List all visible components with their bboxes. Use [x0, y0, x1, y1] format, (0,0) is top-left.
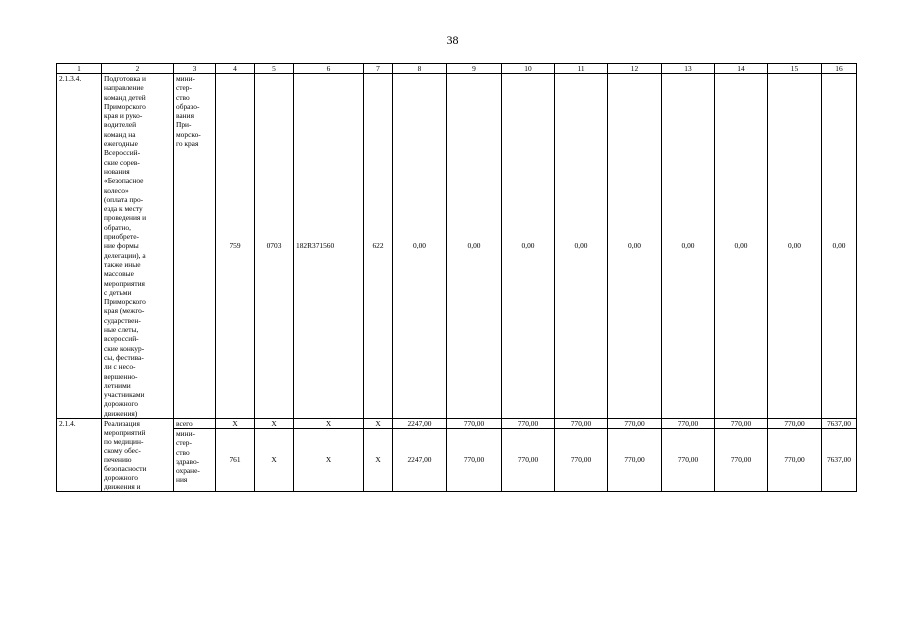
budget-table: [56, 63, 857, 492]
amount: 770,00: [555, 418, 608, 428]
amount: 0,00: [715, 74, 768, 419]
amount: 0,00: [768, 74, 822, 419]
column-number: 10: [502, 64, 555, 74]
row-code: 2.1.3.4.: [57, 74, 102, 419]
amount-total: 7637,00: [822, 428, 857, 491]
amount: 2247,00: [393, 418, 447, 428]
amount: 770,00: [715, 418, 768, 428]
amount: 0,00: [447, 74, 502, 419]
rzpr-code: X: [255, 428, 294, 491]
amount: 770,00: [662, 428, 715, 491]
rzpr-code: 0703: [255, 74, 294, 419]
column-number: 7: [364, 64, 393, 74]
table-row-2-1-4-total: [57, 418, 857, 428]
executor: мини- стер- ство образо- вания При- морско- го края: [174, 74, 216, 419]
grbs-code: X: [216, 418, 255, 428]
amount: 770,00: [608, 418, 662, 428]
amount: 770,00: [608, 428, 662, 491]
vr-code: X: [364, 418, 393, 428]
amount-total: 7637,00: [822, 418, 857, 428]
column-number: 6: [294, 64, 364, 74]
column-number: 1: [57, 64, 102, 74]
column-number: 9: [447, 64, 502, 74]
grbs-code: 759: [216, 74, 255, 419]
amount-total: 0,00: [822, 74, 857, 419]
page-number: 38: [446, 33, 459, 47]
vr-code: X: [364, 428, 393, 491]
grbs-code: 761: [216, 428, 255, 491]
csr-code: 182R371560: [294, 74, 364, 419]
column-number: 5: [255, 64, 294, 74]
column-number: 3: [174, 64, 216, 74]
column-number: 12: [608, 64, 662, 74]
executor: мини- стер- ство здраво- охране- ния: [174, 428, 216, 491]
amount: 770,00: [662, 418, 715, 428]
table-row-2-1-3-4: [57, 74, 857, 419]
amount: 0,00: [502, 74, 555, 419]
column-number: 13: [662, 64, 715, 74]
amount: 0,00: [608, 74, 662, 419]
rzpr-code: X: [255, 418, 294, 428]
column-number: 11: [555, 64, 608, 74]
table-row-2-1-4-ministry: [57, 428, 857, 491]
amount: 770,00: [502, 428, 555, 491]
amount: 770,00: [447, 418, 502, 428]
vr-code: 622: [364, 74, 393, 419]
amount: 770,00: [715, 428, 768, 491]
event-name: Подготовка и направление команд детей Приморского края и руко- водителей команд на ежегодные Всероссий- ские сорев- нования «Безопасное колесо» (оплата про- езда к месту проведения и обратно, приобрете- ние формы делегации), а также иные массовые мероприятия с детьми Приморского края (межго- сударствен- ные слеты, всероссий- ские конкур- сы, фестива- ли с несо- вершенно- летними участниками дорожного движения): [102, 74, 174, 419]
amount: 0,00: [662, 74, 715, 419]
amount: 0,00: [555, 74, 608, 419]
row-code: 2.1.4.: [57, 418, 102, 491]
column-number: 4: [216, 64, 255, 74]
column-number-row: [57, 64, 857, 74]
amount: 770,00: [447, 428, 502, 491]
column-number: 14: [715, 64, 768, 74]
column-number: 15: [768, 64, 822, 74]
csr-code: X: [294, 418, 364, 428]
csr-code: X: [294, 428, 364, 491]
amount: 770,00: [555, 428, 608, 491]
event-name: Реализация мероприятий по медицин- скому обес- печению безопасности дорожного движения и: [102, 418, 174, 491]
amount: 770,00: [768, 418, 822, 428]
column-number: 16: [822, 64, 857, 74]
executor: всего: [174, 418, 216, 428]
column-number: 2: [102, 64, 174, 74]
amount: 770,00: [768, 428, 822, 491]
column-number: 8: [393, 64, 447, 74]
amount: 0,00: [393, 74, 447, 419]
amount: 770,00: [502, 418, 555, 428]
amount: 2247,00: [393, 428, 447, 491]
